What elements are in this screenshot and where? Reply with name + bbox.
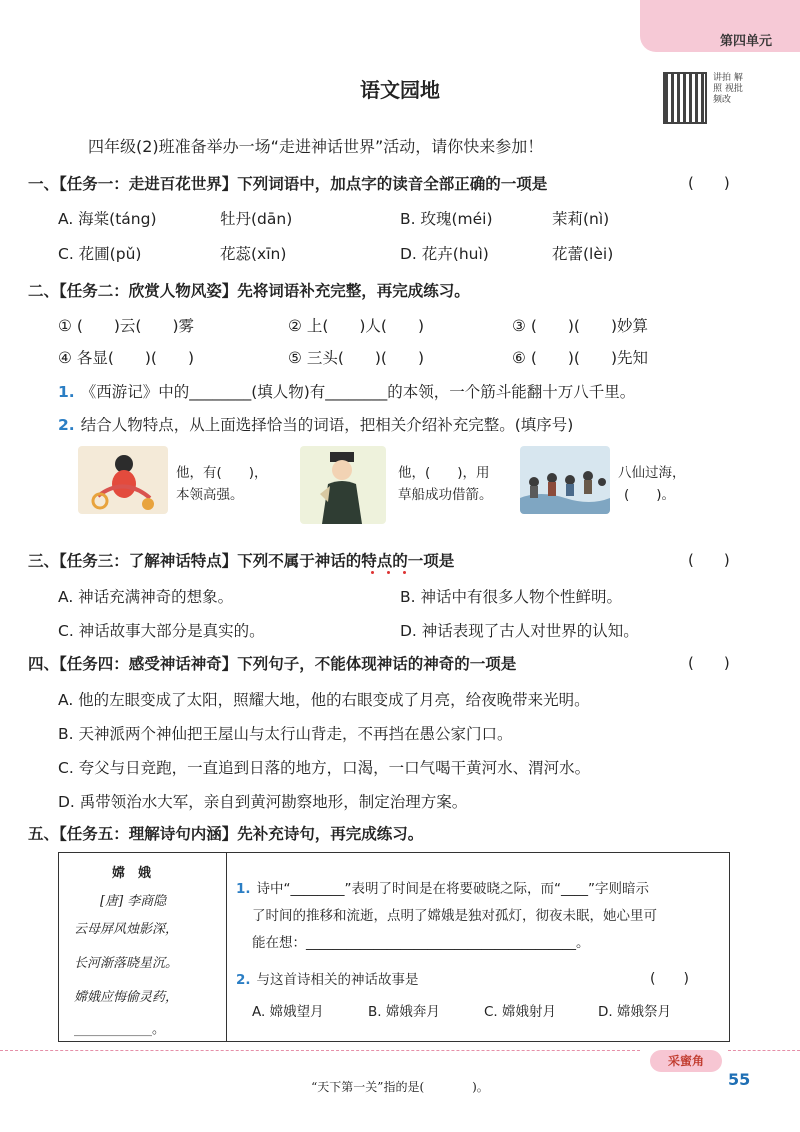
task2-blank-2[interactable]: ② 上( )人( ) [288,317,425,335]
task5-q2 [236,968,419,988]
poem-table-divider [226,852,227,1042]
task2-q2-number: 2. [58,416,75,434]
task2-blank-3[interactable]: ③ ( )( )妙算 [512,317,649,335]
page-title: 语文园地 [360,78,440,102]
unit-label: 第四单元 [719,34,772,49]
poem-line-1: 云母屏风烛影深， [74,922,179,937]
task2-q1-text[interactable]: 《西游记》中的________(填人物)有________的本领，一个筋斗能翻十万八千里。 [80,383,636,401]
task3-option-d: D. 神话表现了古人对世界的认知。 [400,622,639,640]
caption-2 [398,462,493,506]
caption-2-line2: 草船成功借箭。 [398,487,493,503]
task2-q2 [58,413,573,435]
task5-q2-text: 与这首诗相关的神话故事是 [256,972,419,988]
task1-option-a1: A. 海棠(táng) [58,210,157,228]
task5-q1-line2: 了时间的推移和流逝，点明了嫦娥是独对孤灯，彻夜未眠，她心里可 [252,908,657,924]
poem-author: [唐] 李商隐 [100,894,167,909]
emphasis-dot [371,571,374,574]
task5-q2-option-c: C. 嫦娥射月 [484,1004,557,1020]
task1-option-b2: 茉莉(nì) [552,210,610,228]
poem-line-3: 嫦娥应悔偷灵药， [74,990,179,1005]
task5-q1-line3[interactable]: 能在想：________________________________________。 [252,935,590,951]
caption-2-line1[interactable]: 他，( )，用 [398,465,490,481]
eight-immortals-illustration [520,446,610,514]
poem-line-2: 长河渐落晓星沉。 [74,956,179,971]
task4-option-b: B. 天神派两个神仙把王屋山与太行山背走，不再挡在愚公家门口。 [58,725,513,743]
task5-q1-line1[interactable]: 诗中“________”表明了时间是在将要破晓之际，而“____”字则暗示 [256,881,650,897]
task3-answer-paren[interactable]: ( ) [688,551,730,569]
task2-blank-5[interactable]: ⑤ 三头( )( ) [288,349,425,367]
task4-option-a: A. 他的左眼变成了太阳，照耀大地，他的右眼变成了月亮，给夜晚带来光明。 [58,691,590,709]
task1-heading: 一、【任务一：走进百花世界】下列词语中，加点字的读音全部正确的一项是 [28,175,548,193]
emphasis-dot [403,571,406,574]
nezha-illustration [78,446,168,514]
task2-q2-text: 结合人物特点，从上面选择恰当的词语，把相关介绍补充完整。(填序号) [80,416,574,434]
task3-heading: 三、【任务三：了解神话特点】下列不属于神话的特点的一项是 [28,552,455,570]
task5-q2-number: 2. [236,972,251,988]
task2-blank-1[interactable]: ① ( )云( )雾 [58,317,195,335]
caption-1-line1[interactable]: 他，有( )， [176,465,268,481]
qr-caption: 讲拍 解照 视批 频改 [713,73,743,105]
caption-1 [176,462,268,506]
task5-q1 [236,876,657,957]
footer-divider-right [728,1050,800,1051]
task5-q1-number: 1. [236,881,251,897]
task1-option-a2: 牡丹(dān) [220,210,293,228]
task1-option-c1: C. 花圃(pǔ) [58,245,142,263]
task4-option-c: C. 夸父与日竞跑，一直追到日落的地方，口渴，一口气喝干黄河水、渭河水。 [58,759,591,777]
task2-q1-number: 1. [58,383,75,401]
task3-option-c: C. 神话故事大部分是真实的。 [58,622,265,640]
task5-q2-option-a: A. 嫦娥望月 [252,1004,324,1020]
task5-heading: 五、【任务五：理解诗句内涵】先补充诗句，再完成练习。 [28,825,424,843]
intro-text: 四年级(2)班准备举办一场“走进神话世界”活动，请你快来参加！ [88,137,544,156]
task2-heading: 二、【任务二：欣赏人物风姿】先将词语补充完整，再完成练习。 [28,282,470,300]
task1-option-d1: D. 花卉(huì) [400,245,489,263]
task2-blank-4[interactable]: ④ 各显( )( ) [58,349,195,367]
task1-option-d2: 花蕾(lèi) [552,245,614,263]
task2-q1 [58,380,635,402]
task3-option-a: A. 神话充满神奇的想象。 [58,588,234,606]
poem-title: 嫦 娥 [112,866,152,881]
task1-option-c2: 花蕊(xīn) [220,245,287,263]
task4-answer-paren[interactable]: ( ) [688,654,730,672]
poem-line-4-blank[interactable]: ____________。 [74,1022,166,1037]
task4-option-d: D. 禹带领治水大军，亲自到黄河勘察地形，制定治理方案。 [58,793,468,811]
footer-riddle[interactable]: “天下第一关”指的是( )。 [311,1080,489,1094]
task5-q2-option-d: D. 嫦娥祭月 [598,1004,671,1020]
emphasis-dot [387,571,390,574]
page-number: 55 [728,1070,751,1089]
footer-divider [0,1050,640,1051]
honey-corner-badge: 采蜜角 [650,1050,722,1072]
task4-heading: 四、【任务四：感受神话神奇】下列句子，不能体现神话的神奇的一项是 [28,655,517,673]
task2-blank-6[interactable]: ⑥ ( )( )先知 [512,349,649,367]
zhuge-liang-illustration [300,446,386,524]
task3-option-b: B. 神话中有很多人物个性鲜明。 [400,588,622,606]
task1-option-b1: B. 玫瑰(méi) [400,210,493,228]
task5-q2-option-b: B. 嫦娥奔月 [368,1004,440,1020]
caption-3-line1: 八仙过海， [618,465,686,481]
task5-q2-answer-paren[interactable]: ( ) [650,971,689,987]
qr-code-icon[interactable] [663,72,707,124]
caption-3 [618,462,686,506]
task1-answer-paren[interactable]: ( ) [688,174,730,192]
caption-3-line2[interactable]: ( )。 [624,487,676,503]
caption-1-line2: 本领高强。 [176,487,244,503]
